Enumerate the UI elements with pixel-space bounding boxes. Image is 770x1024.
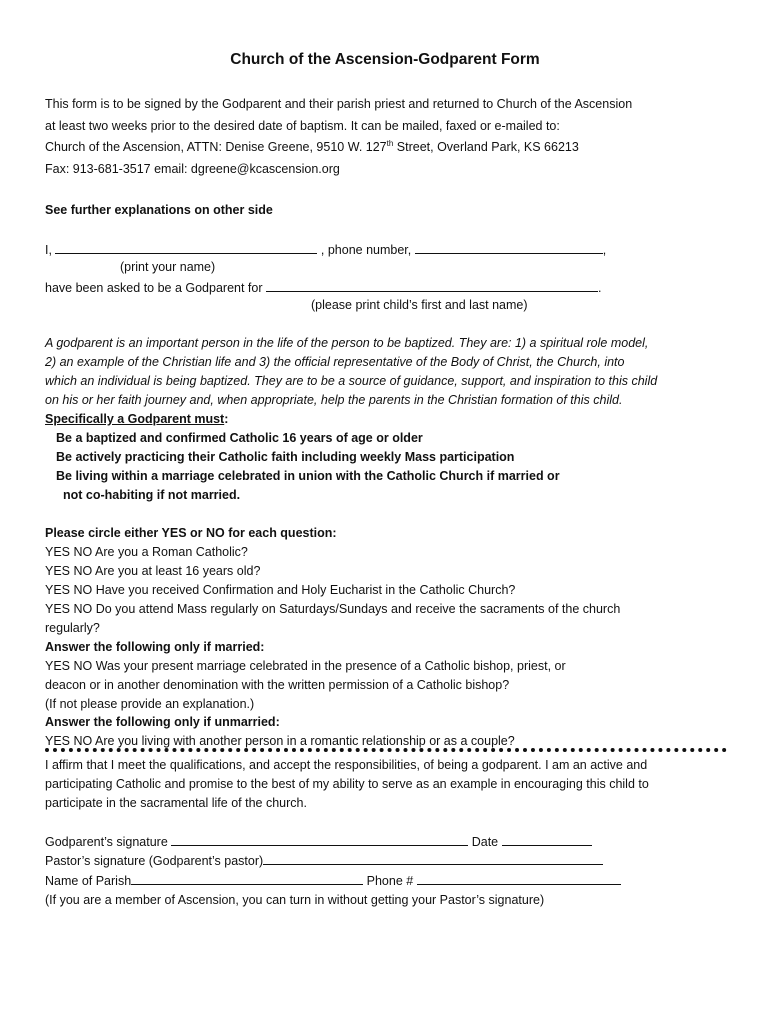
intro-line-2: at least two weeks prior to the desired date of baptism. It can be mailed, faxed or e-mailed to:: [45, 119, 560, 133]
question-item: YES NO Have you received Confirmation and Holy Eucharist in the Catholic Church?: [45, 583, 516, 597]
asked-end: .: [598, 281, 602, 295]
godparent-signature-field[interactable]: [171, 833, 468, 846]
must-heading-text: Specifically a Godparent must: [45, 412, 225, 426]
parish-phone-field[interactable]: [417, 872, 621, 885]
question-item: YES NO Are you a Roman Catholic?: [45, 545, 248, 559]
phone-field[interactable]: [415, 241, 603, 254]
asked-label: have been asked to be a Godparent for: [45, 281, 266, 295]
pastor-signature-label: Pastor’s signature (Godparent’s pastor): [45, 854, 264, 868]
dotted-divider: [45, 748, 727, 752]
date-label: Date: [468, 835, 502, 849]
address-superscript: th: [386, 138, 394, 148]
unmarried-question: YES NO Are you living with another person in a romantic relationship or as a couple?: [45, 734, 515, 748]
question-item: YES NO Do you attend Mass regularly on Saturdays/Sundays and receive the sacraments of the church: [45, 602, 621, 616]
address-text: Church of the Ascension, ATTN: Denise Greene, 9510 W. 127: [45, 140, 387, 154]
pastor-signature-field[interactable]: [263, 852, 603, 865]
description-line: on his or her faith journey and, when appropriate, help the parents in the Christian formation of this child.: [45, 393, 623, 407]
parish-label: Name of Parish: [45, 874, 132, 888]
affirmation-line: participate in the sacramental life of the church.: [45, 796, 307, 810]
description-line: A godparent is an important person in the life of the person to be baptized. They are: 1) a spiritual role model,: [45, 336, 649, 350]
affirmation-line: I affirm that I meet the qualifications, and accept the responsibilities, of being a godparent. I am an active and: [45, 758, 648, 772]
child-name-field[interactable]: [266, 279, 598, 292]
requirement-item: Be actively practicing their Catholic faith including weekly Mass participation: [56, 450, 515, 464]
godparent-signature-label: Godparent’s signature: [45, 835, 172, 849]
married-question: YES NO Was your present marriage celebrated in the presence of a Catholic bishop, priest, or: [45, 659, 566, 673]
description-line: 2) an example of the Christian life and 3) the official representative of the Body of Christ, the Church, into: [45, 355, 625, 369]
name-prefix: I,: [45, 243, 56, 257]
married-heading: Answer the following only if married:: [45, 640, 265, 654]
parish-field[interactable]: [131, 872, 363, 885]
must-heading: [45, 411, 228, 427]
requirement-item: Be living within a marriage celebrated in union with the Catholic Church if married or: [56, 469, 560, 483]
ascension-member-note: (If you are a member of Ascension, you can turn in without getting your Pastor’s signature): [45, 893, 545, 907]
child-name-hint: (please print child’s first and last name): [311, 298, 528, 312]
see-further-note: See further explanations on other side: [45, 203, 273, 217]
intro-contact: Fax: 913-681-3517 email: dgreene@kcascension.org: [45, 162, 340, 176]
godparent-signature-row: [45, 833, 592, 850]
print-name-hint: (print your name): [120, 260, 216, 274]
phone-label: , phone number,: [317, 243, 415, 257]
requirement-item: not co-habiting if not married.: [63, 488, 241, 502]
address-text-end: Street, Overland Park, KS 66213: [393, 140, 579, 154]
description-line: which an individual is being baptized. They are to be a source of guidance, support, and inspiration to this child: [45, 374, 658, 388]
circle-instruction: Please circle either YES or NO for each question:: [45, 526, 337, 540]
unmarried-heading: Answer the following only if unmarried:: [45, 715, 280, 729]
name-line-end: ,: [602, 243, 607, 257]
question-item: YES NO Are you at least 16 years old?: [45, 564, 261, 578]
asked-line: [45, 279, 601, 296]
intro-address: [45, 139, 579, 155]
name-field[interactable]: [55, 241, 317, 254]
affirmation-line: participating Catholic and promise to the best of my ability to serve as an example in encouraging this child to: [45, 777, 649, 791]
parish-phone-label: Phone #: [363, 874, 417, 888]
requirement-item: Be a baptized and confirmed Catholic 16 years of age or older: [56, 431, 423, 445]
form-title: Church of the Ascension-Godparent Form: [230, 51, 540, 68]
date-field[interactable]: [502, 833, 592, 846]
must-colon: :: [224, 412, 229, 426]
married-question-continuation: deacon or in another denomination with the written permission of a Catholic bishop?: [45, 678, 510, 692]
name-phone-line: [45, 241, 606, 258]
married-explanation-note: (If not please provide an explanation.): [45, 697, 255, 711]
intro-line-1: This form is to be signed by the Godparent and their parish priest and returned to Church of the Ascension: [45, 97, 633, 111]
parish-row: [45, 872, 621, 889]
pastor-signature-row: [45, 852, 603, 869]
question-continuation: regularly?: [45, 621, 100, 635]
